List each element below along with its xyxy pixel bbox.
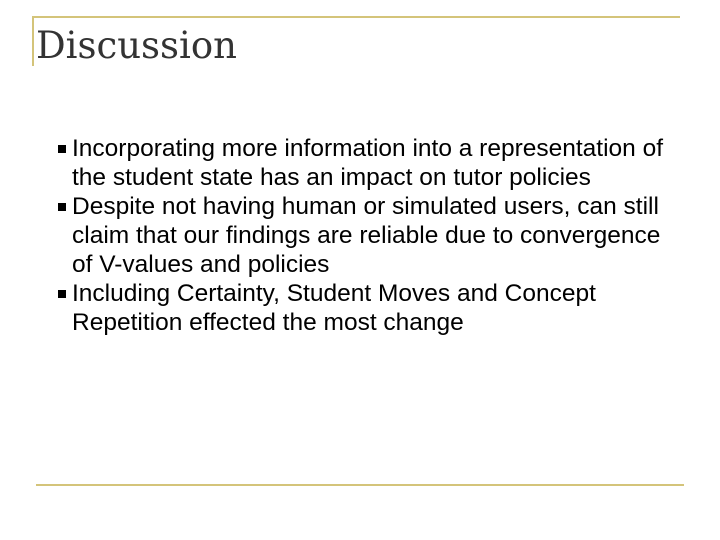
bullet-text: Incorporating more information into a representation of the student state has an impact on tutor policies: [72, 135, 664, 191]
title-frame-vertical-rule: [32, 16, 34, 66]
list-item: [72, 279, 702, 337]
title-frame-top-rule: [32, 16, 680, 18]
square-bullet-icon: [58, 290, 66, 298]
list-item: [72, 192, 702, 279]
bullet-text: Despite not having human or simulated users, can still claim that our findings are reliable due to convergence of V-values and policies: [72, 193, 661, 278]
bullet-text: Including Certainty, Student Moves and Concept Repetition effected the most change: [72, 280, 596, 336]
square-bullet-icon: [58, 203, 66, 211]
square-bullet-icon: [58, 145, 66, 153]
footer-rule: [36, 484, 684, 486]
slide-title: Discussion: [36, 24, 237, 67]
bullet-list: [72, 134, 702, 337]
list-item: [72, 134, 702, 192]
